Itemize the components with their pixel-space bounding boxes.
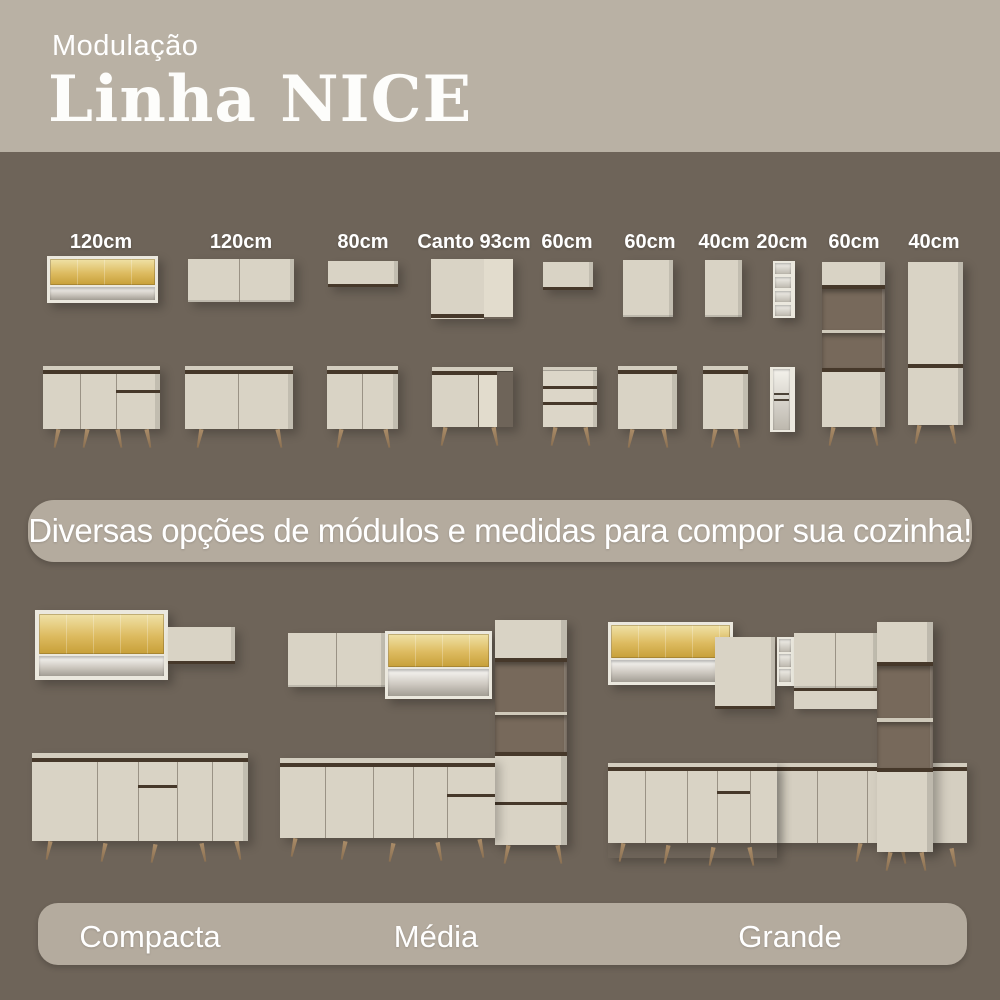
- wood-trim: [794, 688, 877, 691]
- module-label: 40cm: [908, 231, 960, 253]
- header-subtitle: Modulação: [52, 30, 199, 62]
- shelf-cubby: [775, 305, 791, 316]
- open-niche: [877, 666, 933, 718]
- wood-trim: [185, 370, 293, 374]
- wood-trim: [777, 767, 967, 771]
- door-seam: [645, 771, 646, 843]
- wall-cabinet-pair: [794, 633, 877, 688]
- door-seam: [413, 767, 414, 838]
- door-seam: [717, 771, 718, 843]
- cabinet-leg: [51, 428, 62, 448]
- open-shelf-20-illustration: [773, 261, 795, 318]
- base-cabinet-60-illustration: [618, 366, 677, 429]
- wall-cabinet-pair: [288, 633, 385, 687]
- drawer-trim: [543, 386, 597, 389]
- wall-cabinet-glass: [35, 610, 168, 680]
- glass-door: [50, 259, 155, 285]
- wood-trim: [43, 370, 160, 374]
- wood-trim: [431, 314, 484, 318]
- cabinet-leg: [148, 843, 159, 863]
- base-run-right: [777, 763, 967, 843]
- tall-oven-tower: [495, 620, 567, 845]
- drawer-trim: [447, 794, 495, 797]
- door-seam: [362, 374, 363, 429]
- cabinet-leg: [554, 844, 565, 864]
- size-label-compacta: Compacta: [79, 919, 221, 954]
- cabinet-leg: [434, 841, 445, 861]
- bottle-rack-20-illustration: [770, 367, 795, 432]
- cabinet-leg: [143, 428, 154, 448]
- door-seam: [687, 771, 688, 843]
- wood-trim: [715, 706, 775, 709]
- header: [0, 0, 1000, 152]
- cabinet-leg: [706, 846, 717, 866]
- cabinet-leg: [274, 428, 285, 448]
- cabinet-leg: [918, 851, 929, 871]
- door-seam: [373, 767, 374, 838]
- banner: [28, 500, 972, 562]
- door-seam: [138, 762, 139, 841]
- door-seam: [116, 374, 117, 429]
- door-seam: [835, 633, 836, 688]
- wood-trim: [703, 370, 748, 374]
- cabinet-leg: [548, 426, 559, 446]
- open-niche: [822, 289, 885, 330]
- cabinet-leg: [746, 846, 757, 866]
- cabinet-leg: [501, 844, 512, 864]
- door-seam: [750, 771, 751, 843]
- wire-shelf: [774, 399, 789, 401]
- cabinet-leg: [194, 428, 205, 448]
- wood-trim: [32, 758, 248, 762]
- drawer-trim: [495, 802, 567, 805]
- cabinet-leg: [853, 842, 864, 862]
- open-niche: [877, 722, 933, 768]
- drawer-trim: [543, 402, 597, 405]
- wall-cabinet-40-illustration: [705, 260, 742, 317]
- wood-trim: [543, 287, 593, 290]
- cabinet-leg: [476, 838, 487, 858]
- corner-return-panel: [479, 375, 497, 427]
- wood-trim: [877, 768, 933, 772]
- cabinet-leg: [660, 428, 671, 448]
- wood-trim: [328, 284, 398, 287]
- cabinet-leg: [582, 426, 593, 446]
- wood-trim: [822, 368, 885, 372]
- door-seam: [212, 762, 213, 841]
- cabinet-leg: [616, 842, 627, 862]
- wall-cabinet-door: [168, 627, 235, 664]
- wall-cabinet-glass-120-illustration: [47, 256, 158, 303]
- shelf-cubby: [779, 669, 791, 682]
- cabinet-leg: [198, 842, 209, 862]
- countertop: [543, 367, 597, 370]
- cabinet-leg: [438, 426, 449, 446]
- door-front: [431, 259, 484, 319]
- shelf-cubby: [775, 277, 791, 288]
- size-label-media: Média: [393, 919, 479, 954]
- cabinet-leg: [625, 428, 636, 448]
- cabinet-leg: [386, 842, 397, 862]
- cabinet-leg: [912, 424, 923, 444]
- kitchen-grande-illustration: [600, 615, 970, 872]
- wall-cabinet-120-illustration: [188, 259, 294, 302]
- base-cabinet-120-drawer-illustration: [43, 366, 160, 429]
- cabinet-leg: [80, 428, 91, 448]
- module-label: 60cm: [828, 231, 880, 253]
- corner-wall-cabinet: [715, 637, 775, 709]
- kitchen-compacta-illustration: [30, 605, 250, 867]
- cabinet-leg: [490, 426, 501, 446]
- door-seam: [177, 762, 178, 841]
- open-shelf-unit: [777, 637, 794, 686]
- cabinet-leg: [948, 847, 959, 867]
- base-run: [32, 753, 248, 841]
- page-title: Linha NICE: [48, 62, 473, 137]
- door-seam: [239, 259, 240, 302]
- cabinet-leg: [708, 428, 719, 448]
- module-label: 80cm: [337, 231, 389, 253]
- wood-trim: [495, 752, 567, 756]
- door-seam: [817, 771, 818, 843]
- module-label: 120cm: [69, 231, 133, 253]
- tall-oven-tower-60-illustration: [822, 262, 885, 427]
- wire-shelf: [774, 393, 789, 395]
- door-seam: [238, 374, 239, 429]
- drawer-trim: [138, 785, 177, 788]
- cabinet-leg: [288, 837, 299, 857]
- door-front: [432, 375, 478, 427]
- drawer-trim: [717, 791, 750, 794]
- wall-cabinet-60-low-illustration: [543, 262, 593, 290]
- open-shelf: [611, 660, 730, 682]
- cabinet-leg: [334, 428, 345, 448]
- cabinet-leg: [114, 428, 125, 448]
- wall-cabinet-glass: [385, 631, 492, 699]
- tall-oven-tower: [877, 622, 933, 852]
- module-label: 40cm: [698, 231, 750, 253]
- door-seam: [867, 771, 868, 843]
- glass-door: [39, 614, 164, 654]
- open-niche: [495, 715, 567, 752]
- open-shelf: [50, 287, 155, 300]
- wood-trim: [168, 661, 235, 664]
- open-shelf: [39, 656, 164, 676]
- cabinet-leg: [826, 426, 837, 446]
- wood-trim: [280, 763, 495, 767]
- cabinet-leg: [382, 428, 393, 448]
- wood-trim: [908, 364, 963, 368]
- banner-text: Diversas opções de módulos e medidas para compor sua cozinha!: [28, 512, 972, 549]
- module-label: 20cm: [756, 231, 808, 253]
- cabinet-leg: [98, 842, 109, 862]
- shelf-cubby: [779, 654, 791, 667]
- module-label: Canto 93cm: [417, 231, 531, 253]
- module-label: 120cm: [209, 231, 273, 253]
- base-cabinet-120-illustration: [185, 366, 293, 429]
- wall-cabinet-60-illustration: [623, 260, 673, 317]
- base-run-left: [608, 763, 777, 858]
- module-label: 60cm: [541, 231, 593, 253]
- open-niche: [495, 662, 567, 712]
- corner-return-panel: [484, 259, 513, 317]
- door-seam: [336, 633, 337, 687]
- drawer-unit-60-illustration: [543, 367, 597, 427]
- cabinet-leg: [43, 840, 54, 860]
- cabinet-leg: [233, 840, 244, 860]
- open-niche: [822, 333, 885, 368]
- cabinet-leg: [883, 851, 894, 871]
- door-seam: [80, 374, 81, 429]
- shelf-cubby: [779, 639, 791, 652]
- module-label: 60cm: [624, 231, 676, 253]
- base-cabinet-40-illustration: [703, 366, 748, 429]
- wood-trim: [608, 767, 777, 771]
- glass-door: [388, 634, 489, 667]
- cabinet-leg: [870, 426, 881, 446]
- cabinet-leg: [948, 424, 959, 444]
- cabinet-leg: [338, 840, 349, 860]
- shelf-cubby: [775, 291, 791, 302]
- tall-cabinet-40-illustration: [908, 262, 963, 425]
- base-cabinet-80-illustration: [327, 366, 398, 429]
- door-seam: [447, 767, 448, 838]
- base-run-body: [608, 763, 777, 843]
- wall-cabinet-80-illustration: [328, 261, 398, 287]
- shelf-cubby: [775, 263, 791, 274]
- kitchen-media-illustration: [278, 615, 570, 867]
- corner-wall-cabinet-93-illustration: [431, 259, 513, 319]
- open-shelf: [388, 669, 489, 696]
- door-seam: [97, 762, 98, 841]
- base-run: [280, 758, 495, 838]
- wall-cabinet-low: [794, 688, 877, 709]
- cabinet-leg: [732, 428, 743, 448]
- wood-trim: [618, 370, 677, 374]
- corner-base-cabinet-illustration: [432, 367, 513, 427]
- glass-door: [611, 625, 730, 658]
- cabinet-leg: [661, 844, 672, 864]
- size-label-grande: Grande: [738, 919, 842, 954]
- drawer-trim: [116, 390, 160, 393]
- door-seam: [325, 767, 326, 838]
